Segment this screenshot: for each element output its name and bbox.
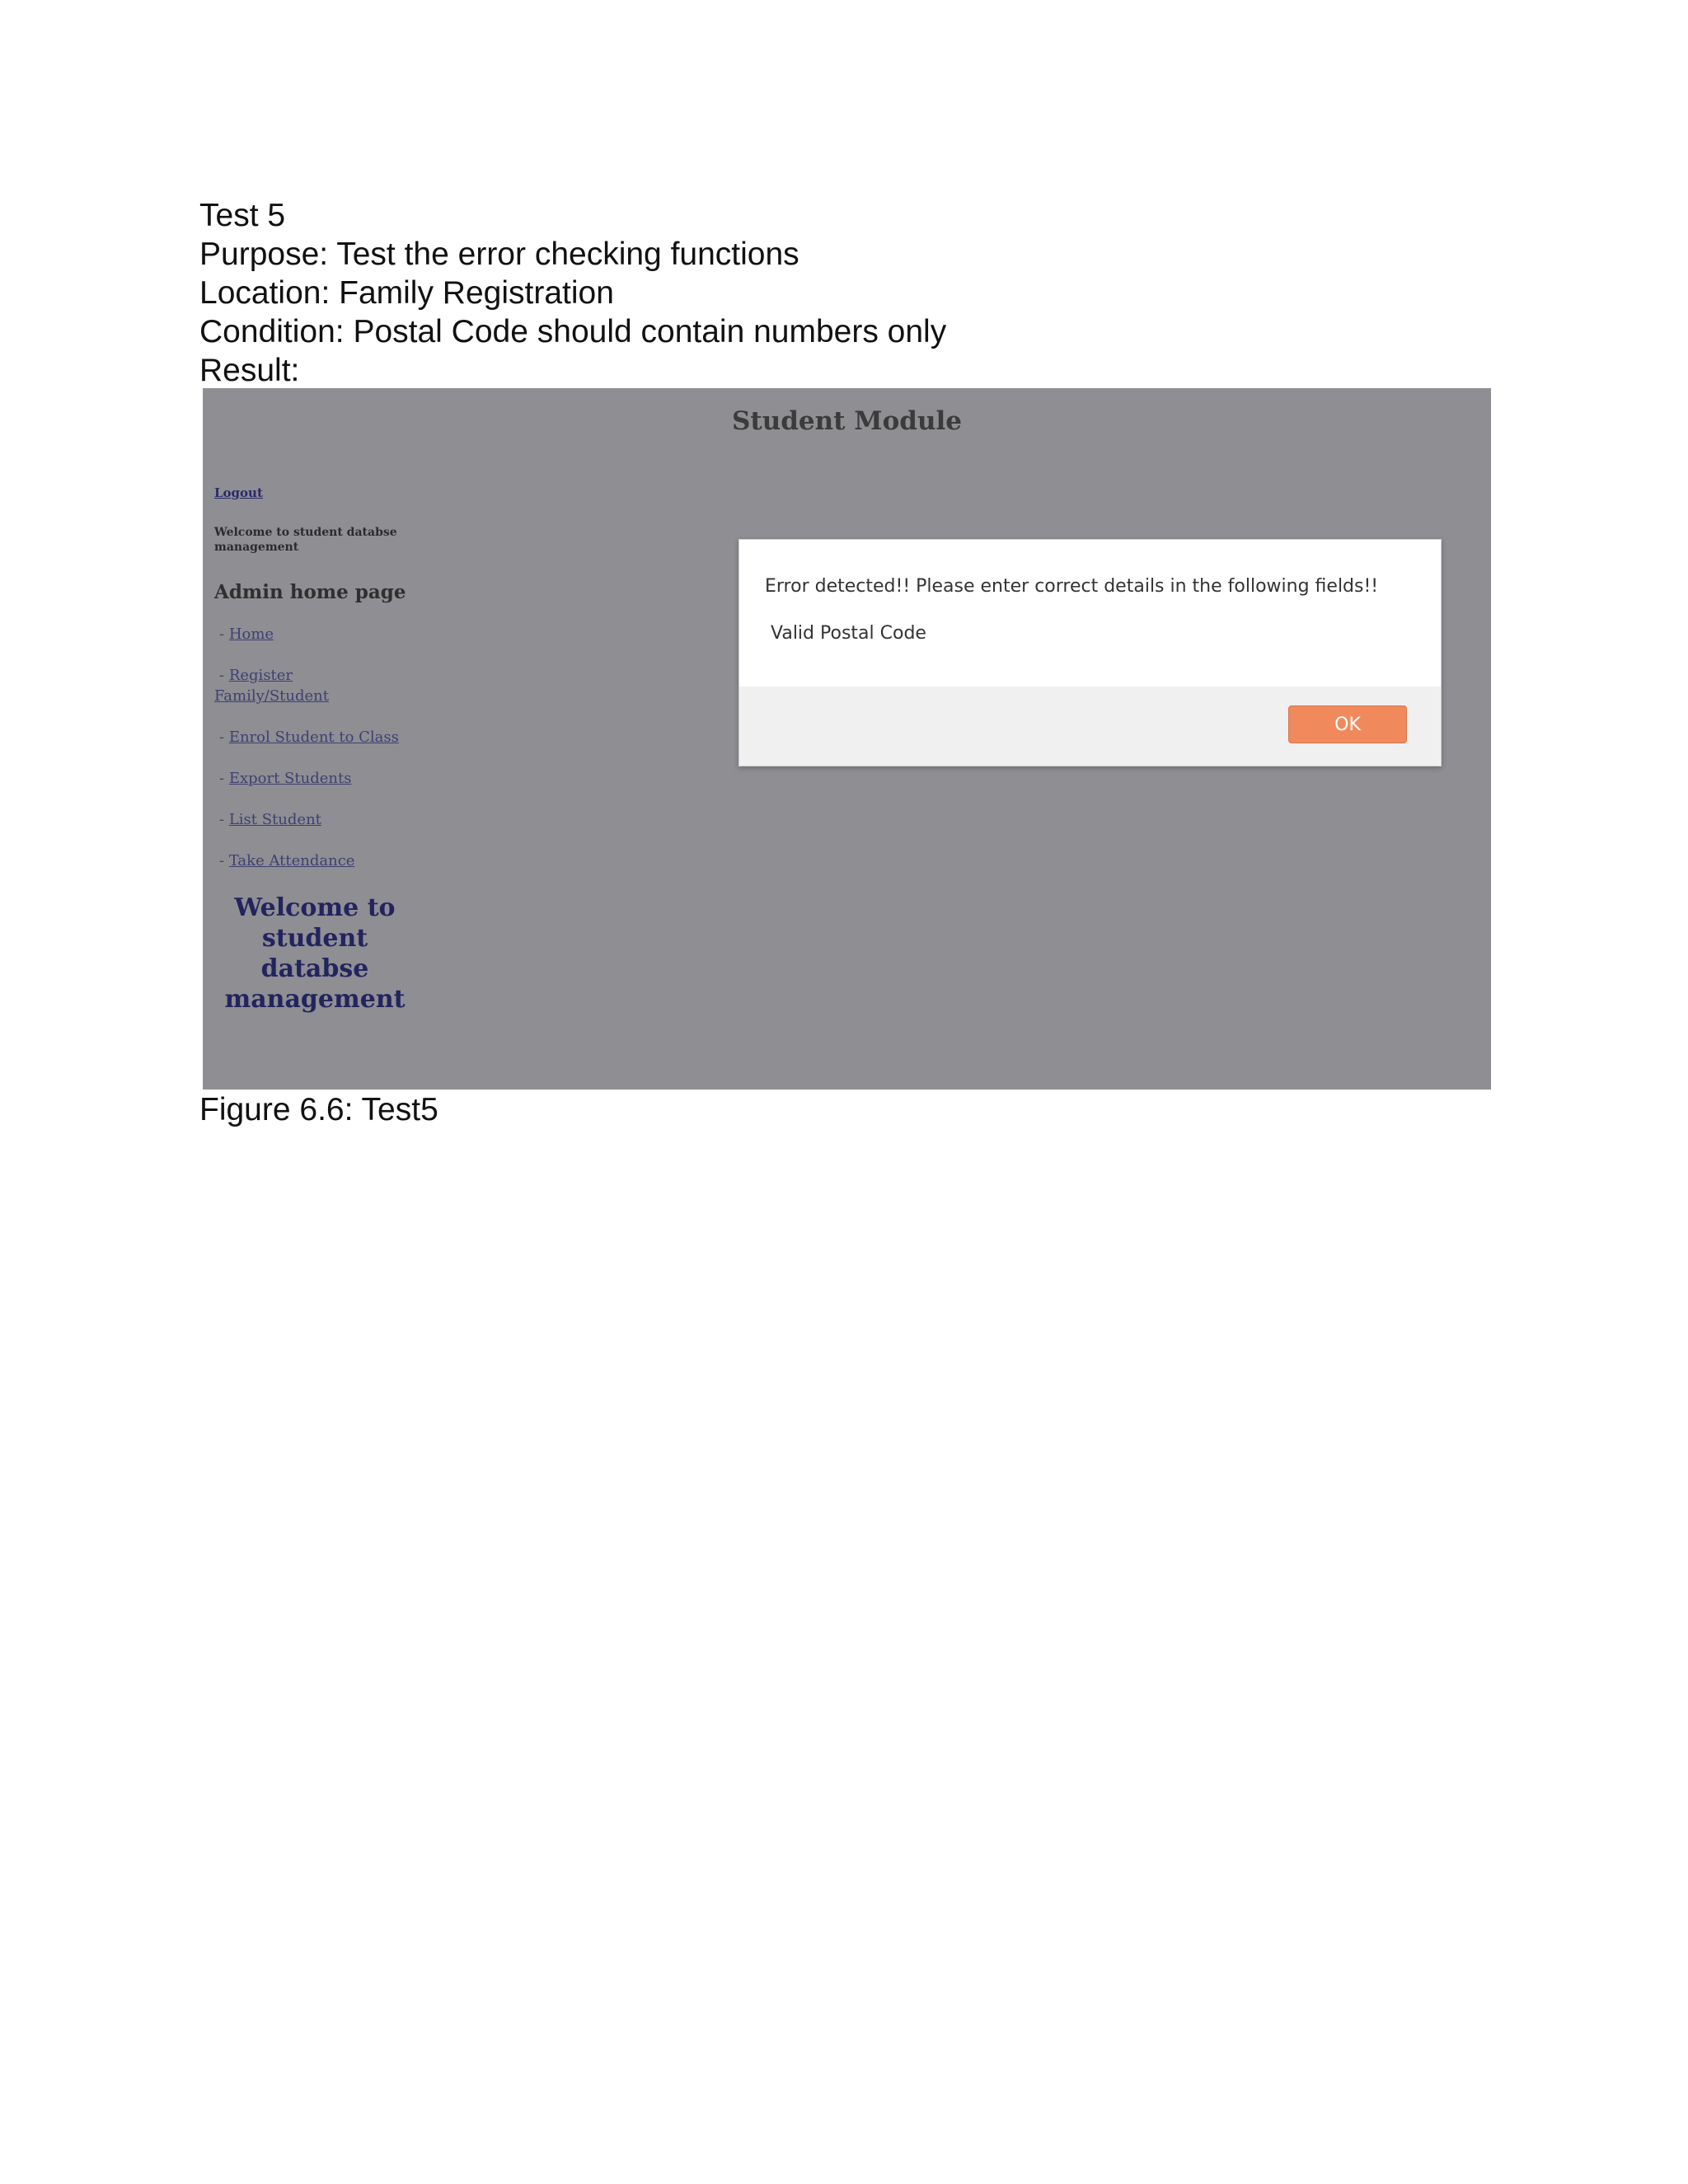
module-title: Student Module	[732, 406, 962, 436]
admin-home-heading: Admin home page	[214, 581, 406, 603]
document-header	[199, 196, 1518, 390]
nav-link-home[interactable]: Home	[228, 626, 274, 643]
error-field: Valid Postal Code	[771, 623, 926, 644]
nav-link-attendance[interactable]: Take Attendance	[228, 852, 355, 869]
nav-item-export[interactable]	[219, 768, 351, 789]
nav-item-register[interactable]	[214, 665, 384, 706]
nav-link-list[interactable]: List Student	[228, 811, 321, 828]
logout-link[interactable]: Logout	[214, 485, 263, 500]
nav-item-home[interactable]	[219, 624, 274, 644]
figure-caption: Figure 6.6: Test5	[199, 1092, 438, 1127]
test-title: Test 5	[199, 198, 286, 233]
error-message: Error detected!! Please enter correct details in the following fields!!	[765, 576, 1379, 597]
dialog-footer	[739, 687, 1441, 766]
nav-bullet: -	[219, 729, 225, 746]
ok-button[interactable]: OK	[1288, 705, 1407, 743]
location-line: Location: Family Registration	[199, 275, 614, 311]
welcome-banner: Welcome to student databse management	[224, 893, 406, 1014]
dialog-body	[739, 540, 1441, 687]
nav-bullet: -	[219, 626, 225, 643]
nav-link-enrol[interactable]: Enrol Student to Class	[228, 729, 399, 746]
nav-link-export[interactable]: Export Students	[228, 770, 352, 787]
nav-link-register[interactable]: Register	[228, 667, 293, 684]
nav-bullet: -	[219, 667, 225, 684]
result-screenshot	[203, 388, 1491, 1090]
nav-link-register-family-student[interactable]: Family/Student	[214, 687, 329, 705]
welcome-message: Welcome to student databse management	[214, 526, 397, 554]
error-dialog	[738, 539, 1442, 766]
nav-bullet: -	[219, 770, 225, 787]
nav-bullet: -	[219, 811, 225, 828]
nav-bullet: -	[219, 852, 225, 869]
condition-line: Condition: Postal Code should contain numbers only	[199, 314, 947, 349]
result-label: Result:	[199, 353, 300, 388]
nav-item-list[interactable]	[219, 809, 321, 830]
nav-item-enrol[interactable]	[219, 727, 399, 748]
nav-item-attendance[interactable]	[219, 851, 354, 871]
purpose-line: Purpose: Test the error checking functions	[199, 237, 799, 272]
